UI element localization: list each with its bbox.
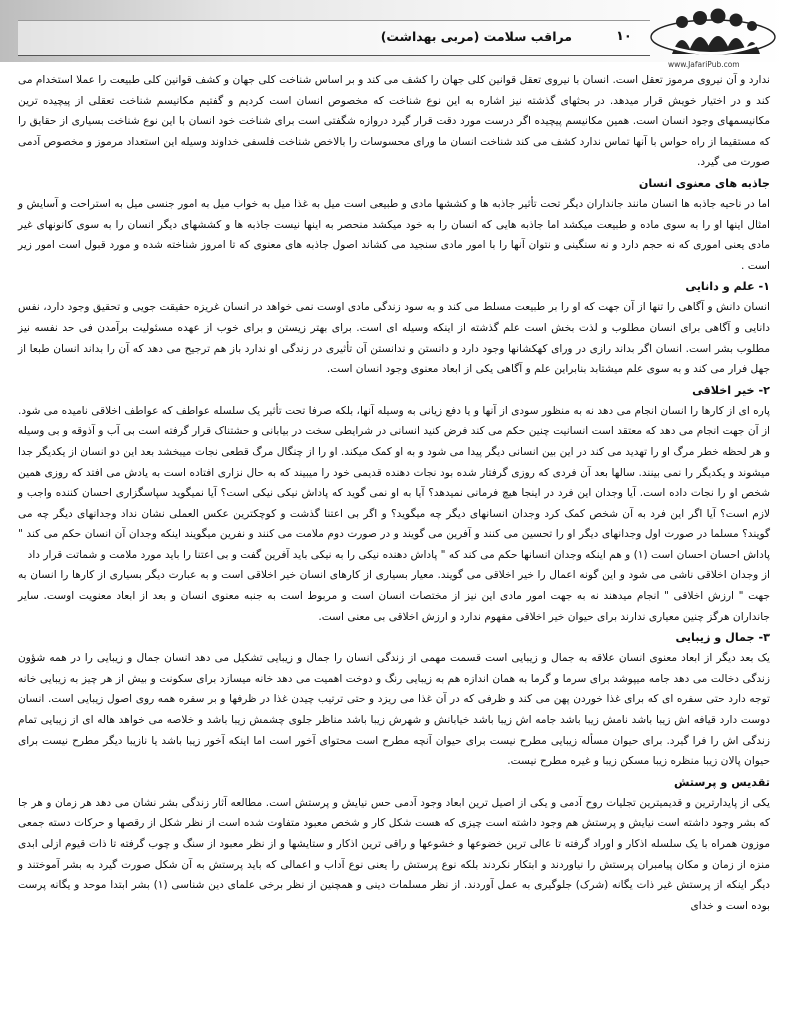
section-heading: ۱- علم و دانایی (685, 280, 770, 294)
section-heading: ۲- خیر اخلاقی (692, 383, 770, 397)
body-paragraph: اما در ناحیه جاذبه ها انسان مانند جانداران دیگر تحت تأثیر جاذبه ها و کششها مادی و طبیعی است میل به غذا میل به خواب میل به امور جنسی میل به استراحت و آسایش و امثال اینها او را به سوی ماده و طبیعت میکشد اما جاذبه هایی که انسان را به خود میکشد منحصر به اینها نیست جاذبه ها و کششهای دیگر انسان را به سوی کانونهای غیر مادی یعنی اموری که نه حجم دارد و نه سنگینی و نتوان آنها را با امور مادی سنجید می کشاند اصول جاذبه های معنوی که تا امروز شناخته شده و مورد قبول است امور زیر است . (18, 197, 770, 272)
section-heading: تقدیس و پرستش (673, 775, 770, 789)
running-title: مراقب سلامت (مربی بهداشت) (380, 29, 572, 44)
body-paragraph: یکی از پایدارترین و قدیمیترین تجلیات روح آدمی و یکی از اصیل ترین ابعاد وجود آدمی حس نیایش و پرستش است. مطالعه آثار زندگی بشر نشان می دهد هر زمان و هر جا که بشر وجود داشته است نیایش و پرستش هم وجود داشته است چیزی که هست شکل کار و شخص معبود متفاوت شده است از نظر شکل از رقصها و حرکات دسته جمعی موزون همراه با یک سلسله اذکار و اوراد گرفته تا عالی ترین خضوعها و خشوعها و راقی ترین اذکار و ستایشها و از نظر معبود از سنگ و چوب گرفته تا ذات قیوم ازلی ابدی منزه از زمان و مکان پیامبران پرستش را نیاوردند و ابتکار نکردند بلکه نوع پرستش را یعنی نوع آداب و اعمالی که باید پرستش به آن شکل صورت گیرد به بشر آموختند و دیگر اینکه از پرستش غیر ذات یگانه (شرک) جلوگیری به عمل آوردند. از نظر مسلمات دینی و همچنین از نظر برخی علمای دین شناسی (۱) بشر ابتدا موحد و یگانه پرست بوده است و خدای (18, 796, 770, 912)
body-paragraph: انسان دانش و آگاهی را تنها از آن جهت که او را بر طبیعت مسلط می کند و به سود زندگی مادی اوست نمی خواهد در انسان غریزه حقیقت جویی و تحقیق وجود دارد، نفس دانایی و آگاهی برای انسان مطلوب و لذت بخش است علم گذشته از اینکه وسیله ای است. برای بهتر زیستن و برای خوب از عهده مسئولیت برآمدن فی حد نفسه نیز مطلوب بشر است. انسان اگر بداند رازی در ورای کهکشانها وجود دارد و دانستن و ندانستن آن تأثیری در زندگی او ندارد باز هم ترجیح می دهد که آن را بداند انسان طبعا از جهل فرار می کند و به سوی علم میشتابد بنابراین علم و آگاهی یکی از ابعاد معنوی وجود انسان است. (18, 301, 770, 376)
page-number: ۱۰ (616, 29, 632, 44)
section-heading: جاذبه های معنوی انسان (638, 176, 770, 190)
body-paragraph: ندارد و آن نیروی مرموز تعقل است. انسان با نیروی تعقل قوانین کلی جهان را کشف می کند و بر اساس شناخت کلی جهان و کشف قوانین کلی طبیعت را عملا استخدام می کند و در اختیار خویش قرار میدهد. در بحثهای گذشته نیز اشاره به این نوع شناخت که مخصوص انسان است کردیم و گفتیم مکانیسم شناخت تعقلی از پیچیده ترین مکانیسمهای وجود انسان است. همین مکانیسم پیچیده اگر درست مورد دقت قرار گیرد دروازه شگفتی است برای شناخت خود انسان با این نوع شناخت بسیاری از حقایق را که مستقیما از راه حواس با آنها تماس ندارد کشف می کند شناخت انسان ما ورای محسوسات را بالاخص شناخت فلسفی خداوند وسیله این استعداد مرموز و مخصوص آدمی صورت می گیرد. (18, 74, 770, 169)
body-paragraph: یک بعد دیگر از ابعاد معنوی انسان علاقه به جمال و زیبایی است قسمت مهمی از زندگی انسان را جمال و زیبایی تشکیل می دهد انسان جمال و زیبایی را در همه شؤون زندگی دخالت می دهد جامه میپوشد برای سرما و گرما به همان اندازه هم به زیبایی رنگ و دوخت اهمیت می دهد خانه میسازد برای سکونت و بیش از هر چیز به زیبایی خانه توجه دارد حتی سفره ای که برای غذا خوردن پهن می کند و ظرفی که در آن غذا می ریزد و حتی ترتیب چیدن غذا در ظرفها و بر سفره همه روی اصول زیبایی است. انسان دوست دارد قیافه اش زیبا باشد نامش زیبا باشد جامه اش زیبا باشد خیابانش و شهرش زیبا باشد مناظر جلوی چشمش زیبا باشد و خلاصه می خواهد هاله ای از زیبایی تمام زندگی اش را فرا گیرد. برای حیوان مسأله زیبایی مطرح نیست برای حیوان آنچه مطرح است محتوای آخور است اما اینکه آخور زیبا باشد یا نازیبا دیگر مطرح نیست برای حیوان پالان زیبا منظره زیبا مسکن زیبا و غیره مطرح نیست. (18, 652, 770, 768)
body-paragraph: پاره ای از کارها را انسان انجام می دهد نه به منظور سودی از آنها و یا دفع زیانی به وسیله آنها، بلکه صرفا تحت تأثیر یک سلسله عواطف که عواطف اخلاقی نامیده می شود. از آن جهت انجام می دهد که معتقد است انسانیت چنین حکم می کند فرض کنید انسانی در شرایطی سخت در بیابانی و حشتناک قرار گرفته است بی آب و آذوقه و بی وسیله و هر لحظه خطر مرگ او را تهدید می کند در این بین انسانی دیگر پیدا می شود و به او کمک میکند. او را از چنگال مرگ قطعی نجات میبخشد بعد این دو انسان از یکدیگر جدا میشوند و یکدیگر را نمی بینند. سالها بعد آن فردی که روزی گرفتار شده بود نجات دهنده قدیمی خود را میبیند که به حال نزاری افتاده است به یادش می افتد که روزی همین شخص او را نجات داده است. آیا وجدان این فرد در اینجا هیچ فرمانی نمیدهد؟ آیا به او نمی گوید که پاداش نیکی نیکی است؟ آیا نمیگوید سپاسگزاری احسان کننده واجب و لازم است؟ آیا اگر این فرد به آن شخص کمک کرد وجدان انسانهای دیگر چه میگوید؟ و اگر بی اعتنا گذشت و کوچکترین عکس العملی نشان نداد وجدانهای دیگر چه می گویند؟ مسلما در صورت اول وجدانهای دیگر او را تحسین می کنند و آفرین می گویند و در صورت دوم ملامت می کنند و نفرین میگویند اینکه وجدان آن انسان حکم می کند " پاداش احسان احسان است (۱) و هم اینکه وجدان انسانها حکم می کند که " پاداش دهنده نیکی را به نیکی باید آفرین گفت و بی اعتنا را باید مورد ملامت و شماتت قرار داد (18, 404, 770, 561)
page-header (0, 0, 788, 69)
publisher-logo-icon (648, 6, 778, 68)
section-heading: ۳- جمال و زیبایی (675, 631, 770, 645)
body-paragraph: از وجدان اخلاقی ناشی می شود و این گونه اعمال را خیر اخلاقی می گویند. معیار بسیاری از کارهای انسان خیر اخلاقی است و به عبارت دیگر بسیاری از کارها را انسان به جهت " ارزش اخلاقی " انجام میدهند نه به جهت امور مادی این نیز از مختصات انسان است و مربوط است به جنبه معنوی انسان و بعد از ابعاد معنویت اوست. سایر جانداران هرگز چنین معیاری ندارند برای حیوان خیر اخلاقی مفهوم ندارد و ارزش اخلاقی بی معنی است. (18, 569, 770, 623)
page-body (18, 70, 770, 916)
publisher-site: www.JafariPub.com (668, 60, 740, 69)
